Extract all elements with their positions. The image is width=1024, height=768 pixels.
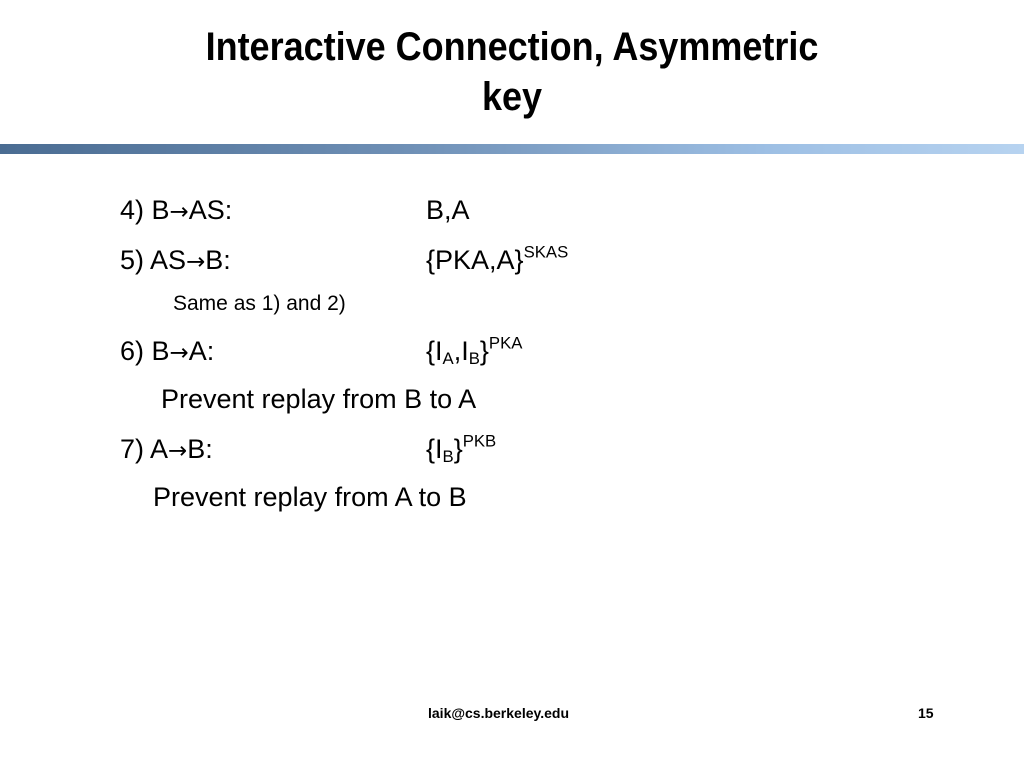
- right-arrow-icon: →: [168, 438, 188, 464]
- step-6-to: A:: [188, 336, 215, 366]
- step-6-from: B: [151, 336, 170, 366]
- step-7-value-sub-b: B: [442, 447, 454, 467]
- note-replay-a-to-b: Prevent replay from A to B: [153, 482, 467, 512]
- right-arrow-icon: →: [169, 340, 189, 366]
- step-7-to: B:: [187, 434, 213, 464]
- step-6-value-sup: PKA: [488, 333, 523, 353]
- step-7-number: 7): [120, 434, 151, 464]
- step-7-value-close: }: [453, 434, 463, 464]
- note-same-as: Same as 1) and 2): [173, 292, 346, 315]
- step-4-value: B,A: [426, 195, 470, 225]
- right-arrow-icon: →: [186, 249, 206, 275]
- title-line-1: Interactive Connection, Asymmetric: [205, 25, 819, 69]
- step-7-label: [120, 429, 213, 471]
- step-5-value: [426, 240, 568, 280]
- step-5-to: B:: [205, 245, 231, 275]
- step-5-number: 5): [120, 245, 151, 275]
- step-6-value-close: }: [479, 336, 489, 366]
- note-replay-b-to-a: Prevent replay from B to A: [161, 384, 477, 414]
- step-6-value-mid: ,I: [453, 336, 469, 366]
- step-5-from: AS: [150, 245, 187, 275]
- step-7-value-sup: PKB: [462, 431, 497, 451]
- step-5-value-sup: SKAS: [523, 242, 569, 262]
- step-6-label: [120, 331, 214, 373]
- step-5-label: [120, 240, 231, 282]
- footer-page-number: 15: [918, 705, 934, 721]
- step-6-value-sub-b: B: [468, 349, 480, 369]
- step-4-to: AS:: [188, 195, 233, 225]
- footer-email: laik@cs.berkeley.edu: [428, 705, 570, 721]
- title-line-2: key: [481, 75, 543, 119]
- step-4-label: [120, 190, 232, 232]
- step-6-number: 6): [120, 336, 152, 366]
- step-4-number: 4): [120, 195, 152, 225]
- step-7-value-open: {I: [426, 434, 443, 464]
- right-arrow-icon: →: [169, 199, 189, 225]
- step-7-from: A: [150, 434, 169, 464]
- step-6-value-open: {I: [426, 336, 443, 366]
- step-7-value: [426, 429, 496, 469]
- step-6-value: [426, 331, 522, 371]
- step-6-value-sub-a: A: [442, 349, 454, 369]
- step-5-value-main: {PKA,A}: [426, 245, 524, 275]
- step-4-from: B: [151, 195, 170, 225]
